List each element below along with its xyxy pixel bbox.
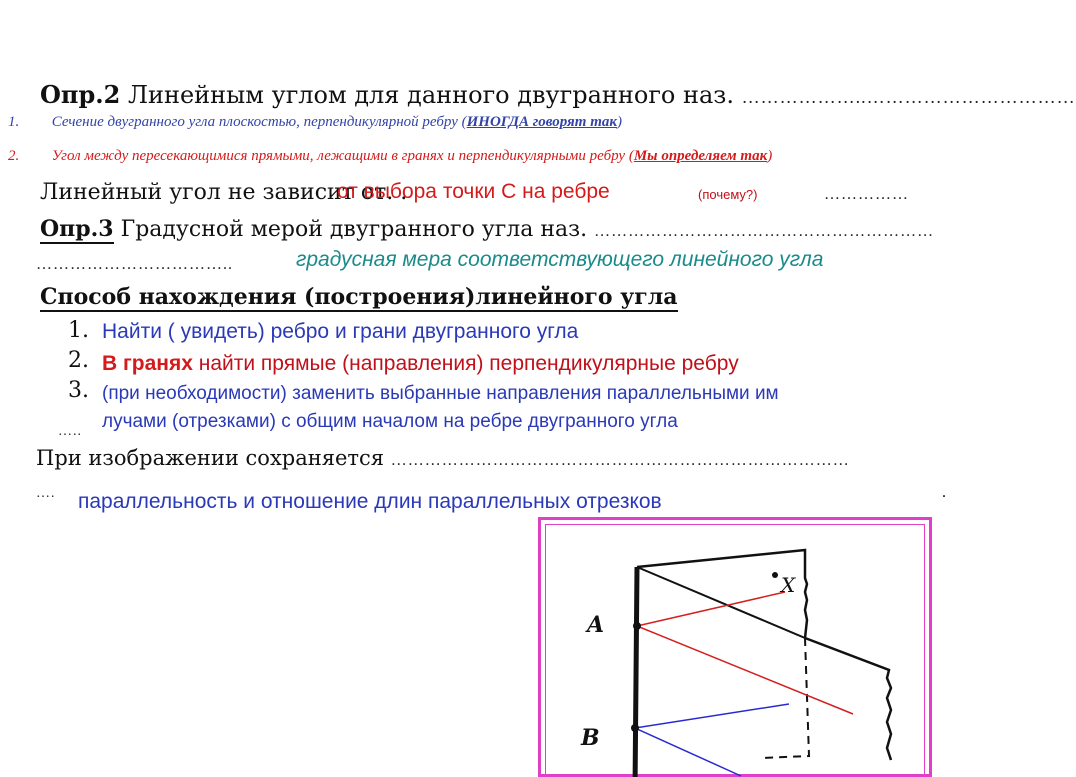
label-b: B xyxy=(581,725,600,751)
step1-num: 1. xyxy=(68,318,89,343)
def2-text: Линейным углом для данного двугранного наз. xyxy=(127,81,734,109)
def3-answer: градусная мера соответствующего линейного угла xyxy=(296,248,824,271)
item1-close: ) xyxy=(616,114,622,130)
item1 xyxy=(8,114,622,131)
blue-line-1 xyxy=(635,704,789,728)
def3-text: Градусной мерой двугранного угла наз. xyxy=(120,217,588,242)
item1-num: 1. xyxy=(8,114,20,130)
def3-label: Опр.3 xyxy=(40,216,114,242)
face-slant xyxy=(637,567,805,638)
label-x: X xyxy=(781,573,796,597)
preserved-answer: параллельность и отношение длин параллельных отрезков xyxy=(78,490,662,513)
def2-row xyxy=(40,80,1076,109)
item2-text: Угол между пересекающимися прямыми, лежащими в гранях и перпендикулярными ребру ( xyxy=(51,148,634,164)
def2-label: Опр.2 xyxy=(40,80,121,109)
step2-lead: В гранях xyxy=(102,352,193,375)
item2-close: ) xyxy=(767,148,773,164)
point-b xyxy=(631,724,639,732)
label-a: A xyxy=(587,612,605,638)
independence-text: Линейный угол не зависит от. . xyxy=(40,180,408,205)
step1-text: Найти ( увидеть) ребро и грани двугранного угла xyxy=(102,320,579,343)
method-heading: Способ нахождения (построения)линейного угла xyxy=(40,284,678,310)
step3-text: (при необходимости) заменить выбранные направления параллельными им xyxy=(102,383,779,404)
def3-row xyxy=(40,216,934,242)
item1-text: Сечение двугранного угла плоскостью, перпендикулярной ребру ( xyxy=(51,114,467,130)
def3-dots: …………………………………………………… xyxy=(594,223,935,240)
dihedral-figure xyxy=(541,520,929,774)
independence-answer: от выбора точки С на ребре xyxy=(337,180,610,203)
method-dots: ….. xyxy=(58,424,82,439)
item2 xyxy=(8,148,772,165)
def3-dots-2: …………………………….. xyxy=(36,256,233,273)
independence-dots: …………… xyxy=(824,186,909,203)
item2-note: Мы определяем так xyxy=(633,148,768,164)
blue-line-2 xyxy=(635,728,741,776)
red-line-2 xyxy=(637,626,853,714)
item2-num: 2. xyxy=(8,148,20,164)
step2-num: 2. xyxy=(68,348,89,373)
preserved-row xyxy=(36,446,850,470)
def2-dots: ………………..…………………………… xyxy=(741,87,1076,107)
step2-text: найти прямые (направления) перпендикулярные ребру xyxy=(198,352,739,375)
point-x xyxy=(772,572,778,578)
preserved-dots: ……………………………………………………………………… xyxy=(390,452,850,469)
figure-frame xyxy=(538,517,932,777)
step2-row xyxy=(102,352,739,376)
step3-num: 3. xyxy=(68,378,89,403)
edge-line xyxy=(635,567,637,777)
independence-why: (почему?) xyxy=(698,187,758,202)
preserved-text: При изображении сохраняется xyxy=(36,446,385,470)
preserved-trail: . xyxy=(942,484,946,501)
step3-text-2: лучами (отрезками) с общим началом на ребре двугранного угла xyxy=(102,411,678,432)
hidden-edge xyxy=(761,638,809,758)
item1-note: ИНОГДА говорят так xyxy=(466,114,617,130)
point-a xyxy=(633,622,641,630)
preserved-dots-2: …. xyxy=(36,486,56,501)
